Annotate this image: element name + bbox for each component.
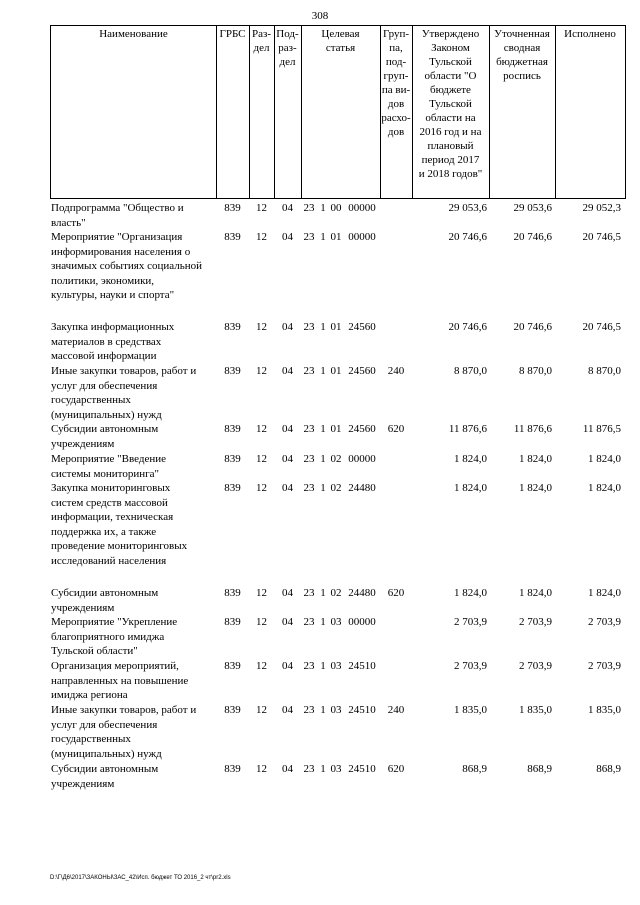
row-grbs: 839 bbox=[224, 202, 241, 214]
row-target-direction: 24510 bbox=[348, 704, 376, 716]
header-razdel: Раз- дел bbox=[251, 28, 271, 54]
row-target-program: 23 bbox=[303, 231, 315, 243]
header-approved: Утверждено Законом Тульской области "О бюджете Тульской области на 2016 год и на плановый период 2017 и 2018 годов" bbox=[418, 28, 483, 180]
row-executed: 1 824,0 bbox=[588, 587, 621, 599]
row-podrazdel: 04 bbox=[282, 231, 293, 243]
row-razdel: 12 bbox=[256, 231, 267, 243]
row-podrazdel: 04 bbox=[282, 482, 293, 494]
row-razdel: 12 bbox=[256, 616, 267, 628]
row-target-event: 00 bbox=[330, 202, 342, 214]
row-target-program: 23 bbox=[303, 616, 315, 628]
row-target-subprogram: 1 bbox=[320, 616, 326, 628]
row-podrazdel: 04 bbox=[282, 660, 293, 672]
row-podrazdel: 04 bbox=[282, 423, 293, 435]
row-razdel: 12 bbox=[256, 763, 267, 775]
row-target-subprogram: 1 bbox=[320, 482, 326, 494]
row-refined: 1 824,0 bbox=[519, 453, 552, 465]
row-target-program: 23 bbox=[303, 423, 315, 435]
row-target-event: 03 bbox=[330, 763, 342, 775]
row-target-direction: 24510 bbox=[348, 763, 376, 775]
row-approved: 11 876,6 bbox=[448, 423, 487, 435]
row-target-event: 01 bbox=[330, 231, 342, 243]
row-target-direction: 00000 bbox=[348, 616, 376, 628]
row-razdel: 12 bbox=[256, 453, 267, 465]
header-name: Наименование bbox=[99, 28, 168, 40]
header-column-divider bbox=[625, 25, 626, 199]
row-name: Субсидии автономным учреждениям bbox=[51, 763, 159, 790]
row-target-program: 23 bbox=[303, 704, 315, 716]
row-target-event: 03 bbox=[330, 704, 342, 716]
row-target-event: 03 bbox=[330, 616, 342, 628]
row-refined: 2 703,9 bbox=[519, 660, 552, 672]
row-executed: 29 052,3 bbox=[582, 202, 621, 214]
row-target-program: 23 bbox=[303, 202, 315, 214]
row-approved: 868,9 bbox=[462, 763, 487, 775]
row-grbs: 839 bbox=[224, 587, 241, 599]
row-target-subprogram: 1 bbox=[320, 453, 326, 465]
row-approved: 20 746,6 bbox=[448, 231, 487, 243]
row-executed: 20 746,5 bbox=[582, 321, 621, 333]
row-podrazdel: 04 bbox=[282, 587, 293, 599]
row-grbs: 839 bbox=[224, 231, 241, 243]
row-expense-group: 620 bbox=[387, 587, 405, 599]
row-razdel: 12 bbox=[256, 365, 267, 377]
row-executed: 8 870,0 bbox=[588, 365, 621, 377]
row-target-event: 02 bbox=[330, 587, 342, 599]
row-target-subprogram: 1 bbox=[320, 202, 326, 214]
row-target-program: 23 bbox=[303, 587, 315, 599]
row-razdel: 12 bbox=[256, 321, 267, 333]
row-razdel: 12 bbox=[256, 202, 267, 214]
row-target-direction: 00000 bbox=[348, 231, 376, 243]
row-expense-group: 240 bbox=[387, 365, 405, 377]
row-name: Мероприятие "Введение системы мониторинга" bbox=[51, 453, 167, 480]
row-refined: 11 876,6 bbox=[513, 423, 552, 435]
row-executed: 1 835,0 bbox=[588, 704, 621, 716]
row-target-event: 02 bbox=[330, 453, 342, 465]
row-podrazdel: 04 bbox=[282, 704, 293, 716]
row-approved: 2 703,9 bbox=[454, 616, 487, 628]
row-executed: 1 824,0 bbox=[588, 482, 621, 494]
row-name: Организация мероприятий, направленных на повышение имиджа региона bbox=[51, 660, 189, 701]
header-grbs: ГРБС bbox=[219, 28, 246, 40]
row-refined: 1 824,0 bbox=[519, 482, 552, 494]
row-name: Субсидии автономным учреждениям bbox=[51, 587, 159, 614]
row-refined: 1 835,0 bbox=[519, 704, 552, 716]
row-grbs: 839 bbox=[224, 365, 241, 377]
row-target-direction: 24560 bbox=[348, 365, 376, 377]
row-target-direction: 24510 bbox=[348, 660, 376, 672]
row-grbs: 839 bbox=[224, 763, 241, 775]
header-executed: Исполнено bbox=[564, 28, 616, 40]
row-target-subprogram: 1 bbox=[320, 231, 326, 243]
row-approved: 29 053,6 bbox=[448, 202, 487, 214]
header-column-divider bbox=[555, 25, 556, 199]
row-razdel: 12 bbox=[256, 587, 267, 599]
row-target-program: 23 bbox=[303, 482, 315, 494]
row-executed: 11 876,5 bbox=[582, 423, 621, 435]
row-executed: 20 746,5 bbox=[582, 231, 621, 243]
row-target-program: 23 bbox=[303, 365, 315, 377]
row-target-direction: 24480 bbox=[348, 482, 376, 494]
row-target-direction: 24560 bbox=[348, 423, 376, 435]
row-podrazdel: 04 bbox=[282, 763, 293, 775]
row-grbs: 839 bbox=[224, 321, 241, 333]
row-name: Иные закупки товаров, работ и услуг для обеспечения государственных (муниципальных) нужд bbox=[51, 704, 197, 760]
row-target-event: 03 bbox=[330, 660, 342, 672]
row-grbs: 839 bbox=[224, 660, 241, 672]
file-path-footer: D:\Г\Д6\2017\ЗАКОНЫ\ЗАС_42\Исп. бюджет ТО 2016_2 чт\pr2.xls bbox=[50, 875, 231, 881]
row-refined: 8 870,0 bbox=[519, 365, 552, 377]
row-target-subprogram: 1 bbox=[320, 704, 326, 716]
header-expense-group: Груп- па, под- груп- па ви- дов расхо- дов bbox=[381, 28, 411, 138]
row-name: Мероприятие "Организация информирования населения о значимых событиях социальной политики, экономики, культуры, науки и спорта" bbox=[51, 231, 202, 301]
row-podrazdel: 04 bbox=[282, 321, 293, 333]
row-target-event: 02 bbox=[330, 482, 342, 494]
row-grbs: 839 bbox=[224, 704, 241, 716]
row-executed: 2 703,9 bbox=[588, 616, 621, 628]
header-column-divider bbox=[50, 25, 51, 199]
row-approved: 1 835,0 bbox=[454, 704, 487, 716]
row-name: Закупка информационных материалов в средствах массовой информации bbox=[51, 321, 175, 362]
row-target-program: 23 bbox=[303, 763, 315, 775]
row-refined: 29 053,6 bbox=[513, 202, 552, 214]
row-razdel: 12 bbox=[256, 660, 267, 672]
row-target-direction: 00000 bbox=[348, 453, 376, 465]
row-podrazdel: 04 bbox=[282, 616, 293, 628]
row-target-event: 01 bbox=[330, 321, 342, 333]
row-approved: 1 824,0 bbox=[454, 482, 487, 494]
row-razdel: 12 bbox=[256, 423, 267, 435]
row-razdel: 12 bbox=[256, 482, 267, 494]
row-razdel: 12 bbox=[256, 704, 267, 716]
row-target-program: 23 bbox=[303, 321, 315, 333]
row-refined: 868,9 bbox=[527, 763, 552, 775]
row-grbs: 839 bbox=[224, 482, 241, 494]
row-target-program: 23 bbox=[303, 660, 315, 672]
page-number: 308 bbox=[311, 10, 329, 22]
row-approved: 1 824,0 bbox=[454, 453, 487, 465]
row-refined: 1 824,0 bbox=[519, 587, 552, 599]
row-approved: 8 870,0 bbox=[454, 365, 487, 377]
row-podrazdel: 04 bbox=[282, 453, 293, 465]
header-podrazdel: Под- раз- дел bbox=[276, 28, 299, 68]
row-executed: 1 824,0 bbox=[588, 453, 621, 465]
row-name: Иные закупки товаров, работ и услуг для обеспечения государственных (муниципальных) нужд bbox=[51, 365, 197, 421]
row-target-subprogram: 1 bbox=[320, 587, 326, 599]
row-name: Субсидии автономным учреждениям bbox=[51, 423, 159, 450]
header-target-article: Целевая статья bbox=[321, 28, 360, 54]
row-target-direction: 00000 bbox=[348, 202, 376, 214]
row-podrazdel: 04 bbox=[282, 202, 293, 214]
row-target-subprogram: 1 bbox=[320, 365, 326, 377]
row-name: Мероприятие "Укрепление благоприятного имиджа Тульской области" bbox=[51, 616, 178, 657]
row-grbs: 839 bbox=[224, 616, 241, 628]
row-target-direction: 24560 bbox=[348, 321, 376, 333]
row-target-subprogram: 1 bbox=[320, 321, 326, 333]
row-target-subprogram: 1 bbox=[320, 423, 326, 435]
row-expense-group: 620 bbox=[387, 763, 405, 775]
header-refined: Уточненная сводная бюджетная роспись bbox=[494, 28, 550, 82]
row-target-program: 23 bbox=[303, 453, 315, 465]
row-name: Подпрограмма "Общество и власть" bbox=[51, 202, 184, 229]
row-target-subprogram: 1 bbox=[320, 763, 326, 775]
row-name: Закупка мониторинговых систем средств массовой информации, техническая поддержка их, а также проведение мониторинговых исследований населения bbox=[51, 482, 188, 567]
row-refined: 2 703,9 bbox=[519, 616, 552, 628]
row-expense-group: 620 bbox=[387, 423, 405, 435]
row-executed: 868,9 bbox=[596, 763, 621, 775]
row-refined: 20 746,6 bbox=[513, 231, 552, 243]
row-podrazdel: 04 bbox=[282, 365, 293, 377]
row-target-direction: 24480 bbox=[348, 587, 376, 599]
row-target-event: 01 bbox=[330, 365, 342, 377]
row-approved: 1 824,0 bbox=[454, 587, 487, 599]
row-grbs: 839 bbox=[224, 423, 241, 435]
header-column-divider bbox=[216, 25, 217, 199]
row-target-subprogram: 1 bbox=[320, 660, 326, 672]
row-refined: 20 746,6 bbox=[513, 321, 552, 333]
row-approved: 20 746,6 bbox=[448, 321, 487, 333]
row-grbs: 839 bbox=[224, 453, 241, 465]
row-target-event: 01 bbox=[330, 423, 342, 435]
row-approved: 2 703,9 bbox=[454, 660, 487, 672]
row-executed: 2 703,9 bbox=[588, 660, 621, 672]
row-expense-group: 240 bbox=[387, 704, 405, 716]
